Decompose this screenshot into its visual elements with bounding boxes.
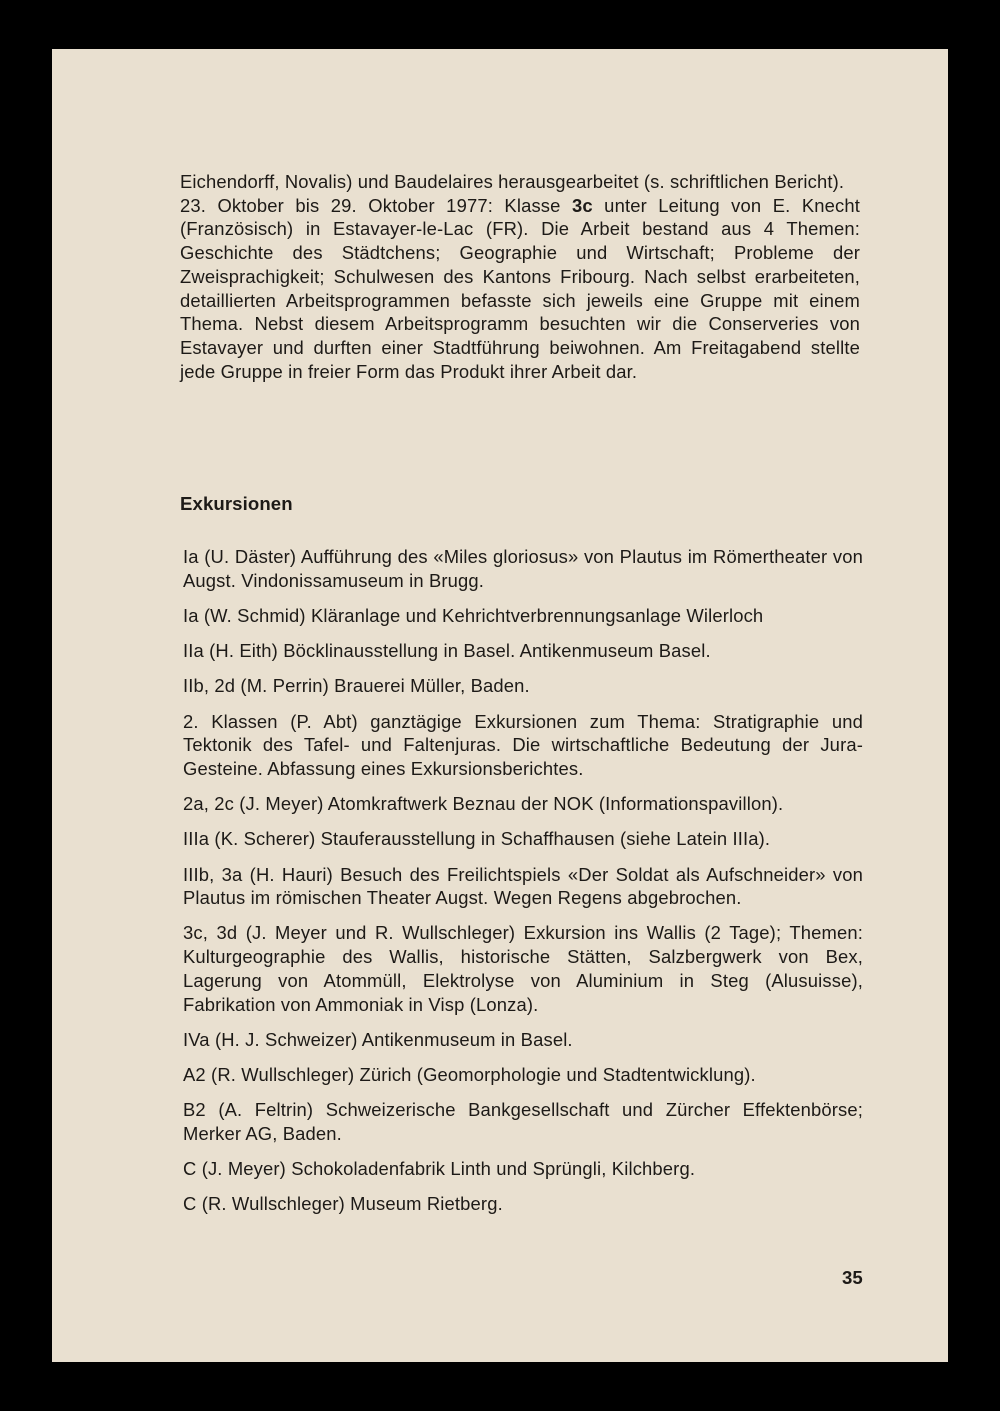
excursion-item: C (J. Meyer) Schokoladenfabrik Linth und Sprüngli, Kilchberg. [183, 1158, 696, 1180]
excursion-item: IIa (H. Eith) Böcklinausstellung in Basel. Antikenmuseum Basel. [183, 640, 711, 662]
excursion-item: IIIb, 3a (H. Hauri) Besuch des Freilichtspiels «Der Soldat als Aufschneider» von Plautus im römischen Theater Augst. Wegen Regens abgebrochen. [183, 863, 863, 909]
excursion-item: 3c, 3d (J. Meyer und R. Wullschleger) Exkursion ins Wallis (2 Tage); Themen: Kulturgeographie des Wallis, historische Stätten, Salzbergwerk von Bex, Lagerung von Atommüll, Elektrolyse von Aluminium in Steg (Alusuisse), Fabrikation von Ammoniak in Visp (Lonza). [183, 922, 863, 1015]
excursion-item: Ia (W. Schmid) Kläranlage und Kehrichtverbrennungsanlage Wilerloch [183, 604, 764, 626]
excursion-item: A2 (R. Wullschleger) Zürich (Geomorphologie und Stadtentwicklung). [183, 1063, 756, 1085]
excursion-item: 2a, 2c (J. Meyer) Atomkraftwerk Beznau der NOK (Informationspavillon). [183, 793, 784, 815]
intro-text [180, 170, 860, 383]
excursion-item: IIb, 2d (M. Perrin) Brauerei Müller, Baden. [183, 675, 530, 697]
document-page [52, 49, 948, 1362]
intro-paragraph-1: Eichendorff, Novalis) und Baudelaires herausgearbeitet (s. schriftlichen Bericht). [180, 171, 845, 192]
class-3c-label: 3c [571, 194, 593, 216]
intro-paragraph-2 [180, 194, 860, 384]
section-heading-exkursionen: Exkursionen [180, 493, 293, 514]
excursion-item: 2. Klassen (P. Abt) ganztägige Exkursionen zum Thema: Stratigraphie und Tektonik des Tafel- und Faltenjuras. Die wirtschaftliche Bedeutung der Jura-Gesteine. Abfassung eines Exkursionsberichtes. [183, 710, 863, 779]
excursion-item: Ia (U. Däster) Aufführung des «Miles gloriosus» von Plautus im Römertheater von Augst. Vindonissamuseum in Brugg. [183, 546, 863, 591]
page-number: 35 [842, 1267, 863, 1288]
excursion-list [183, 545, 863, 1227]
excursion-item: IVa (H. J. Schweizer) Antikenmuseum in Basel. [183, 1028, 573, 1050]
excursion-item: IIIa (K. Scherer) Stauferausstellung in Schaffhausen (siehe Latein IIIa). [183, 828, 771, 850]
intro-paragraph-2-lead: 23. Oktober bis 29. Oktober 1977: Klasse [180, 194, 572, 216]
intro-paragraph-2-rest: unter Leitung von E. Knecht (Französisch) in Estavayer-le-Lac (FR). Die Arbeit bestand aus 4 Themen: Geschichte des Städtchens; Geographie und Wirtschaft; Probleme der Zweisprachigkeit; Schulwesen des Kantons Fribourg. Nach selbst erarbeiteten, detaillierten Arbeitsprogrammen befasste sich jeweils eine Gruppe mit einem Thema. Nebst diesem Arbeitsprogramm besuchten wir die Conserveries von Estavayer und durften einer Stadtführung beiwohnen. Am Freitagabend stellte jede Gruppe in freier Form das Produkt ihrer Arbeit dar. [180, 194, 860, 382]
excursion-item: B2 (A. Feltrin) Schweizerische Bankgesellschaft und Zürcher Effektenbörse; Merker AG, Baden. [183, 1099, 863, 1144]
excursion-item: C (R. Wullschleger) Museum Rietberg. [183, 1193, 503, 1215]
